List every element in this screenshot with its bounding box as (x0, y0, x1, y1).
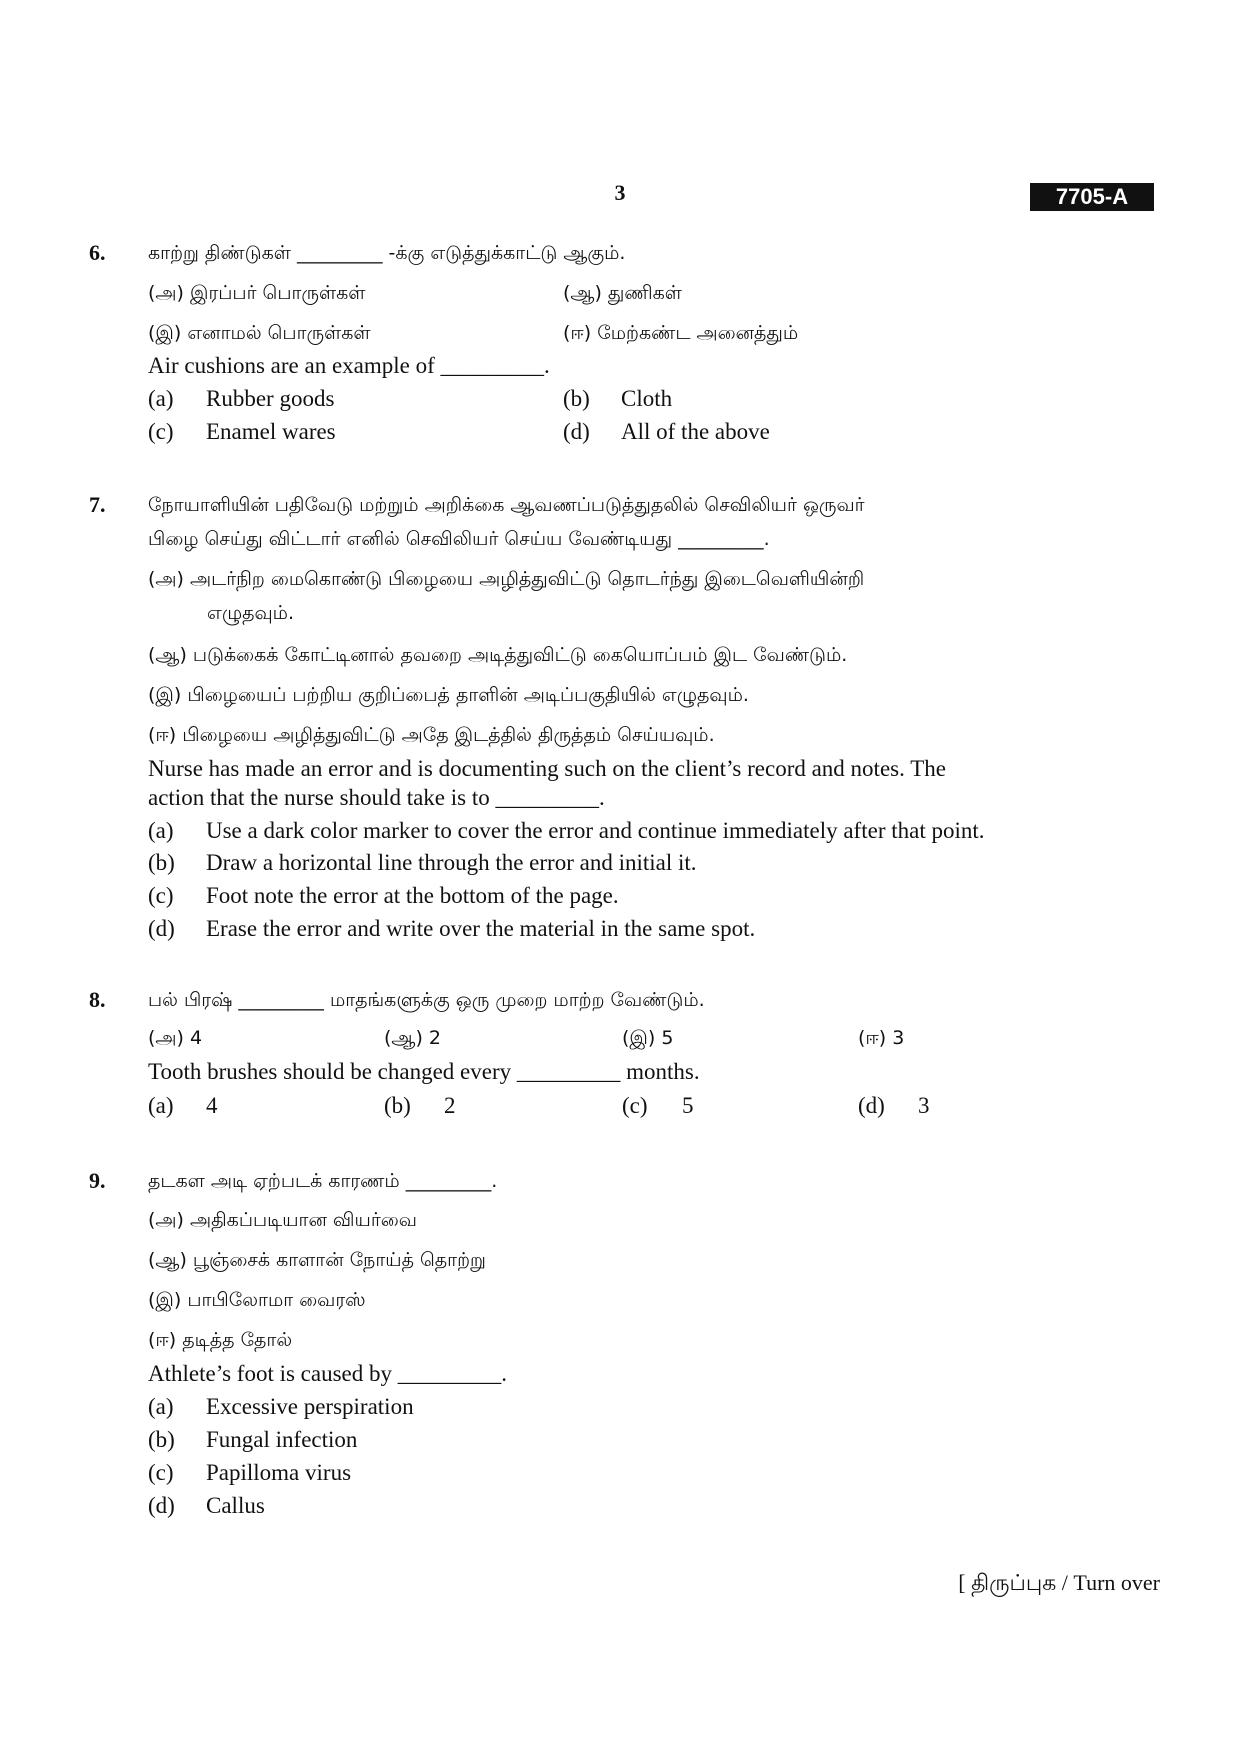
option-text: படுக்கைக் கோட்டினால் தவறை அடித்துவிட்டு கையொப்பம் இட வேண்டும். (192, 644, 848, 666)
question-text-tamil: பிழை செய்து விட்டார் எனில் செவிலியர் செய்ய வேண்டியது _________. (148, 528, 770, 550)
option-text: Papilloma virus (206, 1460, 352, 1485)
question-text-tamil: பல் பிரஷ் _________ மாதங்களுக்கு ஒரு முறை மாற்ற வேண்டும். (148, 989, 705, 1011)
option-label: (ஆ) (563, 282, 602, 304)
page-number: 3 (614, 180, 626, 205)
option-text: அதிகப்படியான வியர்வை (190, 1209, 417, 1231)
option-row (148, 1289, 366, 1314)
option-text: All of the above (621, 419, 770, 444)
option-text: Enamel wares (206, 419, 336, 444)
option-label: (a) (148, 818, 174, 843)
option-row (148, 1249, 486, 1274)
option-label: (இ) (622, 1027, 656, 1049)
question-text-tamil: தடகள அடி ஏற்படக் காரணம் _________. (148, 1170, 498, 1192)
option-row (148, 684, 749, 709)
option-text: 4 (206, 1093, 218, 1118)
option-row (148, 644, 847, 669)
option-text: Cloth (621, 386, 673, 411)
option-label: (ஈ) (858, 1027, 887, 1049)
option-text: Use a dark color marker to cover the error and continue immediately after that point. (206, 818, 985, 843)
option-row (148, 724, 715, 749)
option-label: (அ) (148, 1027, 184, 1049)
question-number: 6. (89, 240, 106, 265)
option-row (148, 322, 371, 347)
option-text: 5 (682, 1093, 694, 1118)
option-label: (ஈ) (563, 322, 592, 344)
option-text: Rubber goods (206, 386, 335, 411)
question-text-english: Tooth brushes should be changed every _________ months. (148, 1059, 700, 1084)
option-label: (அ) (148, 568, 184, 590)
option-label: (ஆ) (384, 1027, 423, 1049)
option-row (563, 322, 798, 347)
option-text: 2 (444, 1093, 456, 1118)
option-text: பிழையைப் பற்றிய குறிப்பைத் தாளின் அடிப்பகுதியில் எழுதவும். (187, 684, 749, 706)
option-text: Erase the error and write over the material in the same spot. (206, 916, 756, 941)
option-text: 2 (428, 1027, 441, 1049)
option-text: Callus (206, 1493, 265, 1518)
option-label: (b) (563, 386, 590, 411)
option-row (148, 1027, 202, 1052)
option-label: (a) (148, 1093, 174, 1118)
option-label: (a) (148, 386, 174, 411)
option-label: (c) (148, 883, 174, 908)
option-label: (அ) (148, 282, 184, 304)
option-label: (ஈ) (148, 1329, 177, 1351)
option-label: (d) (148, 1493, 175, 1518)
option-text: எனாமல் பொருள்கள் (187, 322, 371, 344)
option-label: (இ) (148, 684, 182, 706)
option-label: (a) (148, 1394, 174, 1419)
option-label: (அ) (148, 1209, 184, 1231)
option-label: (b) (384, 1093, 411, 1118)
option-text: துணிகள் (607, 282, 682, 304)
option-text: 3 (918, 1093, 930, 1118)
option-row (148, 1329, 292, 1354)
option-label: (ஆ) (148, 644, 187, 666)
option-text: பிழையை அழித்துவிட்டு அதே இடத்தில் திருத்தம் செய்யவும். (182, 724, 715, 746)
option-text: Foot note the error at the bottom of the page. (206, 883, 619, 908)
option-label: (இ) (148, 1289, 182, 1311)
option-text: மேற்கண்ட அனைத்தும் (597, 322, 799, 344)
option-label: (d) (148, 916, 175, 941)
option-row (148, 568, 864, 593)
option-text: Fungal infection (206, 1427, 358, 1452)
option-label: (b) (148, 850, 175, 875)
paper-code-badge: 7705-A (1030, 183, 1154, 211)
question-text-tamil: நோயாளியின் பதிவேடு மற்றும் அறிக்கை ஆவணப்படுத்துதலில் செவிலியர் ஒருவர் (148, 494, 865, 516)
option-text: 4 (190, 1027, 203, 1049)
option-text-continued: எழுதவும். (207, 602, 295, 624)
option-row (148, 282, 365, 307)
option-label: (ஈ) (148, 724, 177, 746)
option-text: Excessive perspiration (206, 1394, 414, 1419)
option-text: பூஞ்சைக் காளான் நோய்த் தொற்று (192, 1249, 486, 1271)
option-text: தடித்த தோல் (182, 1329, 293, 1351)
question-text-english: Athlete’s foot is caused by _________. (148, 1361, 508, 1386)
question-number: 8. (89, 987, 106, 1012)
question-text-english: Air cushions are an example of _________. (148, 353, 550, 378)
option-label: (c) (622, 1093, 648, 1118)
option-label: (இ) (148, 322, 182, 344)
question-number: 7. (89, 492, 106, 517)
option-row (148, 1209, 417, 1234)
option-row (563, 282, 682, 307)
option-label: (c) (148, 419, 174, 444)
option-text: 3 (892, 1027, 905, 1049)
option-row (384, 1027, 441, 1052)
option-text: 5 (661, 1027, 674, 1049)
option-label: (ஆ) (148, 1249, 187, 1271)
option-row (622, 1027, 673, 1052)
option-row (858, 1027, 904, 1052)
option-label: (c) (148, 1460, 174, 1485)
question-number: 9. (89, 1168, 106, 1193)
option-label: (b) (148, 1427, 175, 1452)
option-label: (d) (858, 1093, 885, 1118)
question-text-tamil: காற்று திண்டுகள் _________ -க்கு எடுத்துக்காட்டு ஆகும். (148, 242, 626, 264)
option-text: Draw a horizontal line through the error and initial it. (206, 850, 697, 875)
option-text: அடர்நிற மைகொண்டு பிழையை அழித்துவிட்டு தொடர்ந்து இடைவெளியின்றி (190, 568, 865, 590)
option-text: பாபிலோமா வைரஸ் (187, 1289, 366, 1311)
question-text-english: action that the nurse should take is to _________. (148, 785, 605, 810)
option-text: இரப்பர் பொருள்கள் (190, 282, 366, 304)
turn-over-note: [ திருப்புக / Turn over (958, 1570, 1160, 1595)
option-label: (d) (563, 419, 590, 444)
question-text-english: Nurse has made an error and is documenting such on the client’s record and notes. The (148, 756, 946, 781)
